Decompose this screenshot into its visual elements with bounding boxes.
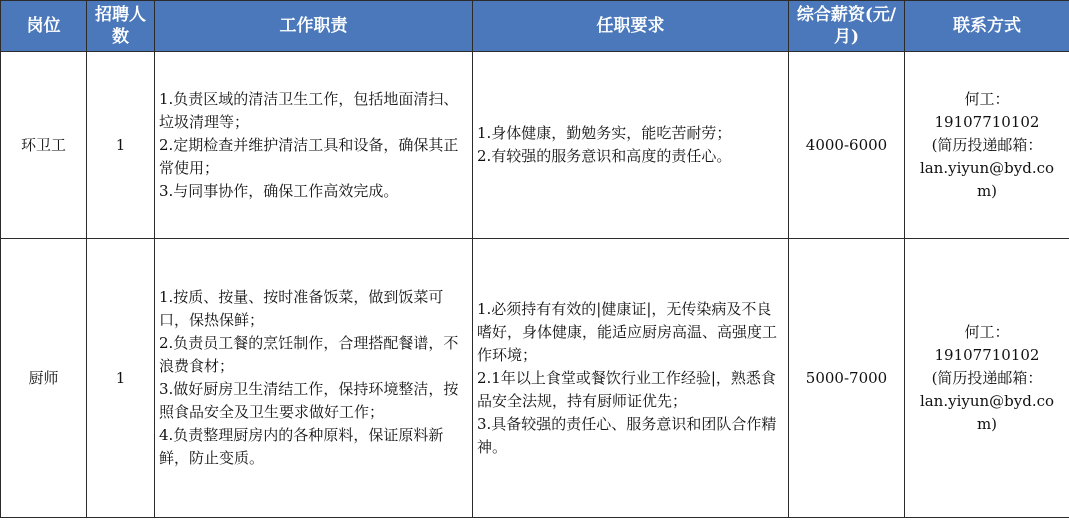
contact-phone: 19107710102 [934, 112, 1040, 131]
requirement-item: 2.有较强的服务意识和高度的责任心。 [477, 147, 732, 165]
position-cell: 环卫工 [1, 52, 87, 239]
count-cell: 1 [87, 52, 155, 239]
header-row [1, 1, 1069, 52]
requirement-item: 1.必须持有有效的|健康证|，无传染病及不良嗜好，身体健康，能适应厨房高温、高强度工作环境； [477, 299, 778, 364]
duty-item: 1.按质、按量、按时准备饭菜，做到饭菜可口，保热保鲜； [159, 288, 444, 329]
header-contact: 联系方式 [905, 1, 1069, 52]
contact-email-label: (简历投递邮箱： [931, 135, 1043, 154]
duty-item: 3.与同事协作，确保工作高效完成。 [159, 181, 399, 200]
requirements-cell [473, 239, 789, 518]
contact-phone: 19107710102 [934, 345, 1040, 364]
contact-name: 何工： [964, 89, 1010, 108]
contact-cell [905, 52, 1069, 239]
contact-cell [905, 239, 1069, 518]
duty-item: 4.负责整理厨房内的各种原料，保证原料新鲜，防止变质。 [159, 426, 444, 467]
requirements-cell [473, 52, 789, 239]
requirement-item: 2.1年以上食堂或餐饮行业工作经验|，熟悉食品安全法规，持有厨师证优先； [477, 368, 776, 410]
requirement-item: 1.身体健康，勤勉务实，能吃苦耐劳； [477, 124, 732, 142]
requirement-item: 3.具备较强的责任心、服务意识和团队合作精神。 [477, 414, 777, 456]
header-requirements: 任职要求 [473, 1, 789, 52]
duty-item: 2.定期检查并维护清洁工具和设备，确保其正常使用； [159, 135, 459, 177]
duties-cell [155, 52, 473, 239]
header-salary: 综合薪资(元/月) [789, 1, 905, 52]
count-cell: 1 [87, 239, 155, 518]
table-row [1, 239, 1069, 518]
salary-cell: 4000-6000 [789, 52, 905, 239]
contact-name: 何工： [964, 322, 1010, 341]
contact-email-label: (简历投递邮箱： [931, 368, 1043, 387]
header-count: 招聘人数 [87, 1, 155, 52]
header-duties: 工作职责 [155, 1, 473, 52]
duties-cell [155, 239, 473, 518]
table-row [1, 52, 1069, 239]
salary-cell: 5000-7000 [789, 239, 905, 518]
position-cell: 厨师 [1, 239, 87, 518]
contact-email: lan.yiyun@byd.com) [919, 158, 1055, 200]
duty-item: 2.负责员工餐的烹饪制作，合理搭配餐谱，不浪费食材； [159, 334, 459, 375]
duty-item: 3.做好厨房卫生清结工作，保持环境整洁，按照食品安全及卫生要求做好工作； [159, 380, 459, 421]
contact-email: lan.yiyun@byd.com) [919, 391, 1055, 433]
header-position: 岗位 [1, 1, 87, 52]
duty-item: 1.负责区域的清洁卫生工作，包括地面清扫、垃圾清理等； [159, 89, 459, 131]
